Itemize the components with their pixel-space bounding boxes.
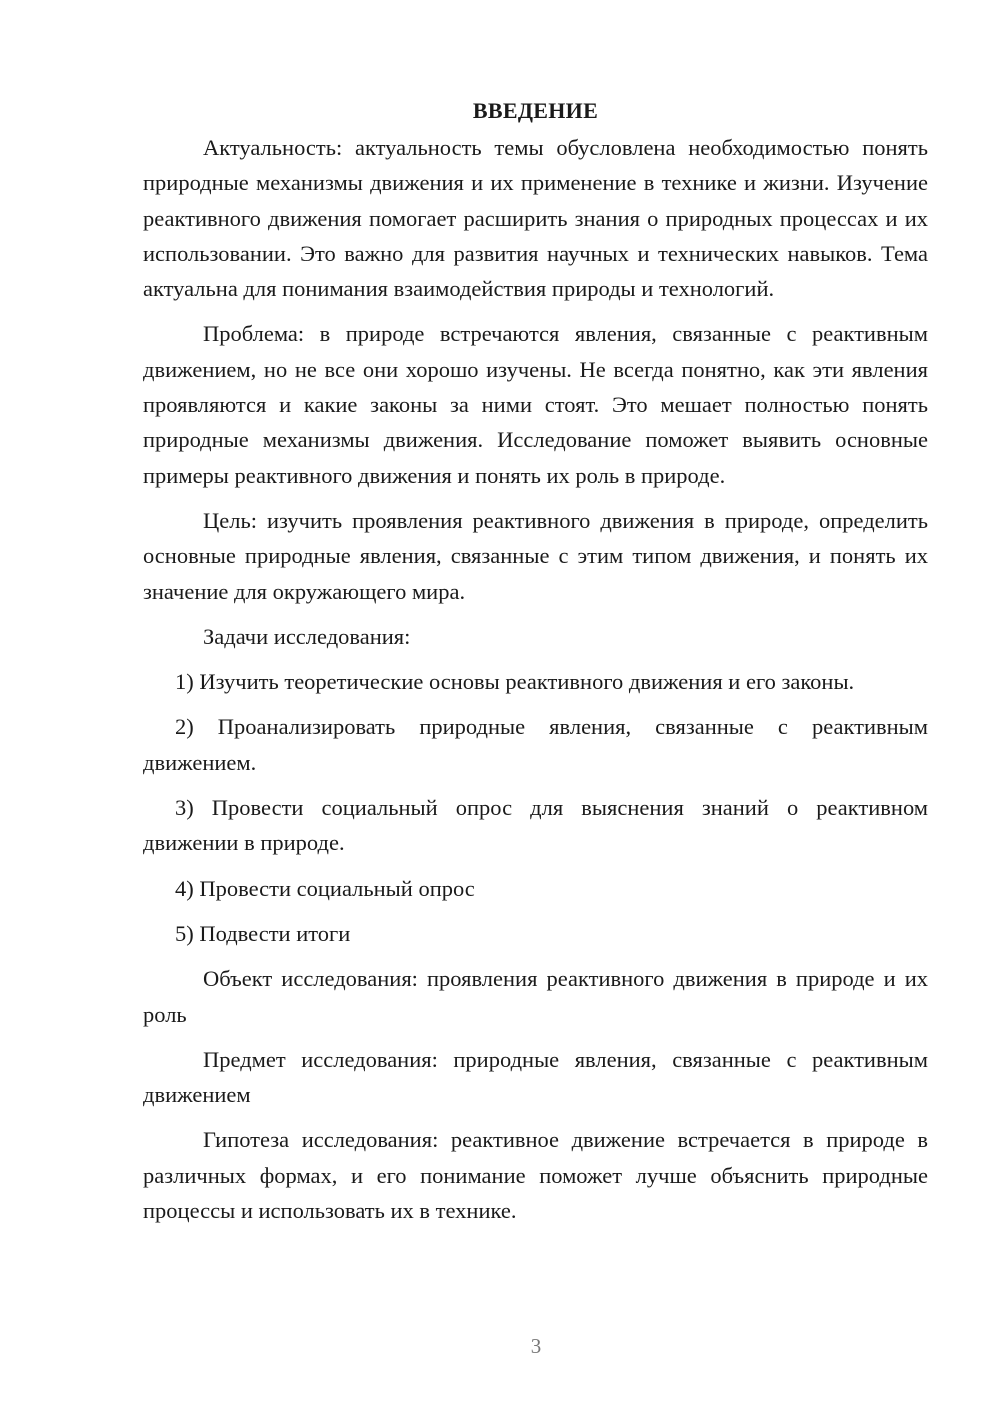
task-item-5: 5) Подвести итоги bbox=[175, 920, 351, 946]
task-item-2: 2) Проанализировать природные явления, связанные с реактивным движением. bbox=[143, 714, 928, 775]
paragraph-problem: Проблема: в природе встречаются явления, связанные с реактивным движением, но не все они хорошо изучены. Не всегда понятно, как эти явления проявляются и какие законы за ними стоят. Это мешает полностью понять природные механизмы движения. Исследование поможет выявить основные примеры реактивного движения и понять их роль в природе. bbox=[143, 321, 928, 488]
tasks-heading: Задачи исследования: bbox=[203, 623, 411, 649]
paragraph-goal: Цель: изучить проявления реактивного движения в природе, определить основные природные явления, связанные с этим типом движения, и понять их значение для окружающего мира. bbox=[143, 507, 928, 604]
paragraph-object: Объект исследования: проявления реактивного движения в природе и их роль bbox=[143, 966, 928, 1027]
paragraph-subject: Предмет исследования: природные явления, связанные с реактивным движением bbox=[143, 1046, 928, 1108]
paragraph-hypothesis: Гипотеза исследования: реактивное движение встречается в природе в различных формах, и его понимание поможет лучше объяснить природные процессы и использовать их в технике. bbox=[143, 1127, 928, 1224]
page-number: 3 bbox=[530, 1334, 542, 1358]
section-title: ВВЕДЕНИЕ bbox=[472, 98, 599, 123]
document-page bbox=[143, 96, 928, 1238]
task-item-4: 4) Провести социальный опрос bbox=[175, 875, 475, 901]
paragraph-relevance: Актуальность: актуальность темы обусловлена необходимостью понять природные механизмы движения и их применение в технике и жизни. Изучение реактивного движения помогает расширить знания о природных процессах и их использовании. Это важно для развития научных и технических навыков. Тема актуальна для понимания взаимодействия природы и технологий. bbox=[143, 135, 928, 302]
task-item-3: 3) Провести социальный опрос для выяснения знаний о реактивном движении в природе. bbox=[143, 795, 928, 856]
task-item-1: 1) Изучить теоретические основы реактивного движения и его законы. bbox=[175, 669, 855, 695]
